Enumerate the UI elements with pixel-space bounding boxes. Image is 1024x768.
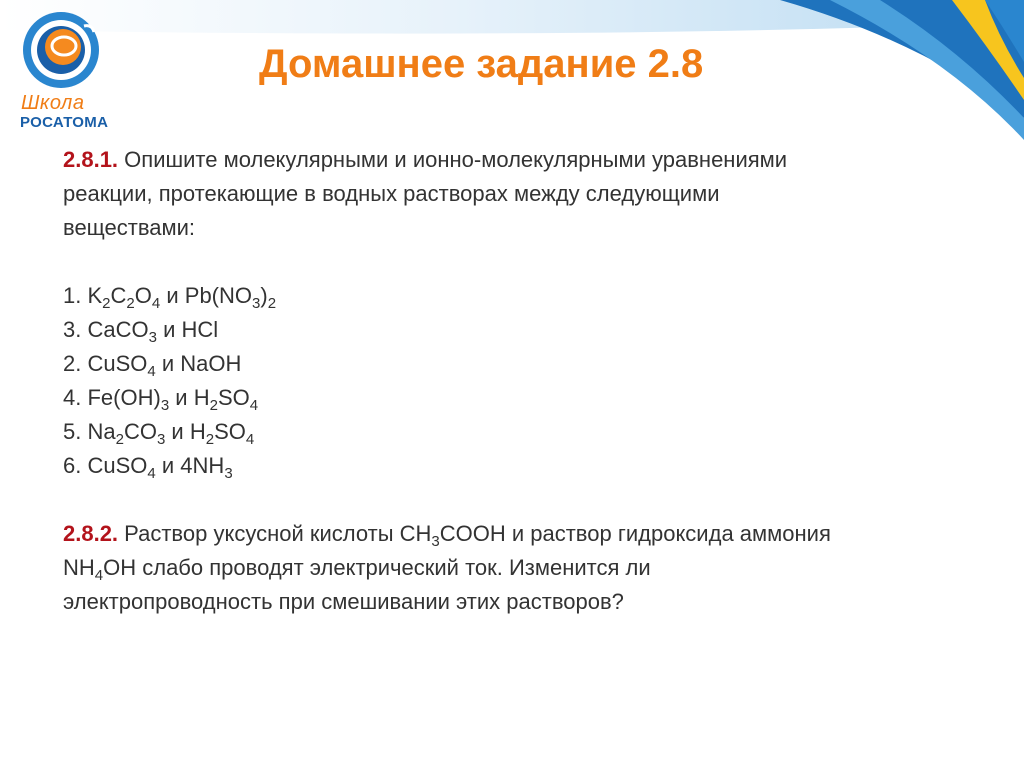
pair-formula-b: $Pb(NO_3)_2$ <box>184 283 277 312</box>
pair-formula-b: $H_2SO_4$ <box>189 419 255 448</box>
task1-text-line1: Опишите молекулярными и ионно-молекулярными уравнениями <box>124 147 788 172</box>
content <box>63 143 1024 619</box>
pair-item <box>63 415 1024 449</box>
pair-conjunction: и <box>161 453 175 478</box>
logo-school-text: Школа <box>21 92 85 114</box>
task2-line1: 2.8.2. Раствор уксусной кислоты $CH_3COOH$ и раствор гидроксида аммония <box>63 521 831 550</box>
task1-line1 <box>63 143 1024 177</box>
pair-formula-a: CaCO$_3$ <box>87 317 157 346</box>
pair-conjunction: и <box>175 385 188 410</box>
task2-line2: $NH_4OH$ слабо проводят электрический ток. Изменится ли <box>63 555 651 584</box>
pair-formula-a: $K_2C_2O_4$ <box>87 283 161 312</box>
task2-text: COOH и раствор гидроксида аммония <box>439 521 831 546</box>
pair-item <box>63 347 1024 381</box>
pair-item <box>63 279 1024 313</box>
spacer <box>63 245 1024 279</box>
pair-label: 6. <box>63 453 82 478</box>
pair-item <box>63 449 1024 483</box>
pair-formula-b: HCl <box>181 317 219 342</box>
task2-line3: электропроводность при смешивании этих растворов? <box>63 589 624 614</box>
pair-item <box>63 313 1024 347</box>
pair-formula-a: CuSO$_4$ <box>87 453 156 482</box>
pair-label: 1. <box>63 283 82 308</box>
page-title: Домашнее задание 2.8 <box>259 42 704 86</box>
pair-label: 4. <box>63 385 82 410</box>
pair-formula-a: $Fe(OH)_3$ <box>87 385 170 414</box>
pair-conjunction: и <box>163 317 176 342</box>
spacer <box>63 483 1024 517</box>
task2-text: NH <box>63 555 95 580</box>
logo-org-text: РОСАТОМА <box>20 114 109 131</box>
pair-formula-b: $4NH_3$ <box>180 453 233 482</box>
pair-label: 2. <box>63 351 82 376</box>
task2-number: 2.8.2. <box>63 521 119 546</box>
logo <box>14 6 132 132</box>
pair-formula-a: $Na_2CO_3$ <box>87 419 166 448</box>
pair-label: 5. <box>63 419 82 444</box>
task1-number: 2.8.1. <box>63 147 119 172</box>
pair-formula-b: NaOH <box>180 351 242 376</box>
pair-item <box>63 381 1024 415</box>
pair-conjunction: и <box>171 419 184 444</box>
pair-formula-a: CuSO$_4$ <box>87 351 156 380</box>
task2-text: Раствор уксусной кислоты CH <box>124 521 432 546</box>
pair-label: 3. <box>63 317 82 342</box>
atom-logo-icon <box>14 6 114 96</box>
task1-line2: реакции, протекающие в водных растворах между следующими <box>63 181 720 206</box>
task2-text: OH слабо проводят электрический ток. Изменится ли <box>103 555 651 580</box>
pair-formula-b: $H_2SO_4$ <box>193 385 259 414</box>
task1-line3: веществами: <box>63 215 196 240</box>
pair-conjunction: и <box>161 351 175 376</box>
pair-conjunction: и <box>166 283 179 308</box>
